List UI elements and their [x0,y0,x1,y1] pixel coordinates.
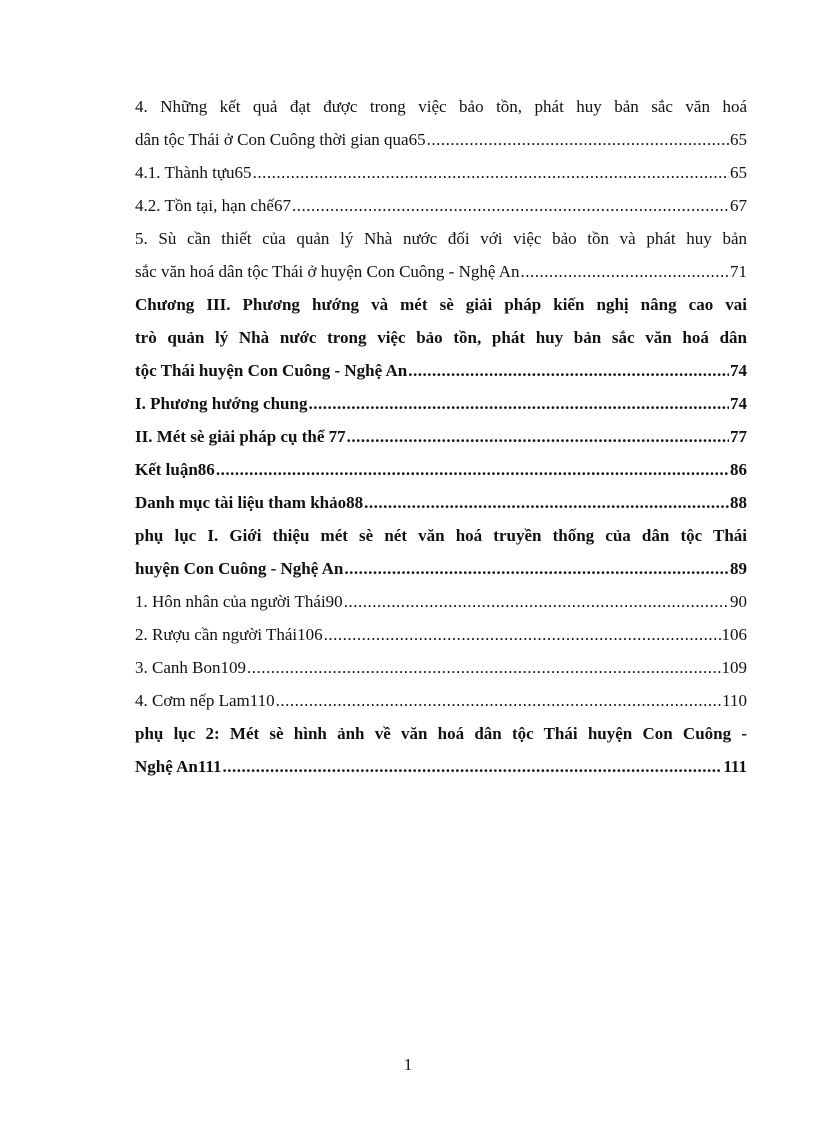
toc-entry-last-line [135,453,747,486]
toc-entry-last-line [135,156,747,189]
toc-page-number: 65 [730,163,747,182]
toc-entry-title: Kết luận86 [135,460,215,479]
toc-page-number: 71 [730,262,747,281]
toc-page-number: 111 [723,757,747,776]
toc-page-number: 77 [730,427,747,446]
toc-entry-title: Nghệ An111 [135,757,222,776]
toc-entry-last-line [135,255,747,288]
toc-entry[interactable] [135,618,747,651]
toc-entry[interactable] [135,288,747,387]
dot-leader [276,684,722,717]
dot-leader [408,354,729,387]
toc-entry-text-line: Chương III. Phương hướng và mét sè giải pháp kiến nghị nâng cao vai [135,295,747,314]
toc-entry-last-line [135,123,747,156]
toc-entry[interactable] [135,684,747,717]
toc-entry-text-line: 4. Những kết quả đạt được trong việc bảo tồn, phát huy bản sắc văn hoá [135,97,747,116]
toc-entry-title: 4.2. Tồn tại, hạn chế67 [135,196,291,215]
dot-leader [364,486,729,519]
toc-entry[interactable] [135,156,747,189]
dot-leader [247,651,721,684]
toc-entry-last-line [135,750,747,783]
toc-entry[interactable] [135,189,747,222]
toc-entry-title: I. Phương hướng chung [135,394,308,413]
toc-page-number: 89 [730,559,747,578]
toc-entry-last-line [135,651,747,684]
toc-entry-last-line [135,354,747,387]
toc-entry-last-line [135,618,747,651]
toc-entry[interactable] [135,453,747,486]
toc-entry[interactable] [135,717,747,783]
toc-entry-text-line: 5. Sù cần thiết của quản lý Nhà nước đối với việc bảo tồn và phát huy bản [135,229,747,248]
toc-entry-last-line [135,189,747,222]
toc-entry-last-line [135,420,747,453]
toc-entry[interactable] [135,519,747,585]
toc-page-number: 90 [730,592,747,611]
toc-page-number: 86 [730,460,747,479]
dot-leader [521,255,730,288]
toc-entry-text-line: trò quản lý Nhà nước trong việc bảo tồn, phát huy bản sắc văn hoá dân [135,328,747,347]
dot-leader [222,750,722,783]
dot-leader [347,420,729,453]
toc-entry[interactable] [135,222,747,288]
toc-entry-title: Danh mục tài liệu tham khảo88 [135,493,364,512]
dot-leader [324,618,721,651]
toc-entry-title: sắc văn hoá dân tộc Thái ở huyện Con Cuông - Nghệ An [135,262,520,281]
toc-entry-title: 1. Hôn nhân của người Thái90 [135,592,343,611]
toc-entry-last-line [135,387,747,420]
toc-entry-title: huyện Con Cuông - Nghệ An [135,559,344,578]
toc-entry[interactable] [135,486,747,519]
toc-page-number: 67 [730,196,747,215]
toc-entry-text-line: phụ lục 2: Mét sè hình ảnh về văn hoá dân tộc Thái huyện Con Cuông - [135,724,747,743]
dot-leader [344,585,729,618]
toc-page-number: 106 [721,625,747,644]
toc-entry[interactable] [135,387,747,420]
toc-entry-title: 2. Rượu cần người Thái106 [135,625,323,644]
toc-entry-text-line: phụ lục I. Giới thiệu mét sè nét văn hoá truyền thống của dân tộc Thái [135,526,747,545]
dot-leader [344,552,729,585]
toc-entry-title: tộc Thái huyện Con Cuông - Nghệ An [135,361,408,380]
dot-leader [292,189,729,222]
toc-page-number: 74 [730,394,747,413]
toc-page-number: 109 [721,658,747,677]
toc-entry[interactable] [135,420,747,453]
table-of-contents [135,90,747,783]
page-number: 1 [403,1055,413,1074]
toc-entry-title: 4. Cơm nếp Lam110 [135,691,275,710]
toc-entry-last-line [135,552,747,585]
toc-entry-title: dân tộc Thái ở Con Cuông thời gian qua65 [135,130,426,149]
dot-leader [216,453,729,486]
toc-entry-last-line [135,486,747,519]
toc-entry-title: 3. Canh Bon109 [135,658,246,677]
toc-page-number: 110 [722,691,747,710]
toc-entry-title: II. Mét sè giải pháp cụ thể 77 [135,427,346,446]
toc-entry-last-line [135,684,747,717]
toc-entry-last-line [135,585,747,618]
dot-leader [253,156,729,189]
dot-leader [427,123,729,156]
toc-page-number: 65 [730,130,747,149]
dot-leader [308,387,729,420]
toc-entry-title: 4.1. Thành tựu65 [135,163,252,182]
toc-entry[interactable] [135,90,747,156]
toc-entry[interactable] [135,651,747,684]
toc-page-number: 74 [730,361,747,380]
toc-entry[interactable] [135,585,747,618]
toc-page-number: 88 [730,493,747,512]
